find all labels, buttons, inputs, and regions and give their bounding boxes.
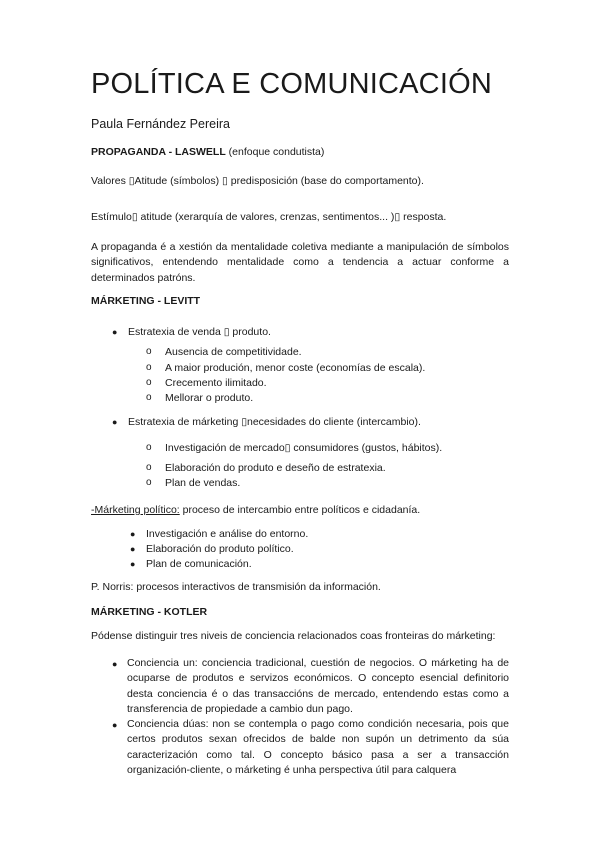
- levitt-sub1-item: Ausencia de competitividade.: [165, 346, 302, 358]
- sub-bullet-marker: o: [146, 392, 152, 403]
- laswell-heading-rest: (enfoque condutista): [225, 146, 325, 158]
- kotler-intro: Pódense distinguir tres niveis de conciencia relacionados coas fronteiras do márketing:: [91, 630, 496, 642]
- politico-bullet: Investigación e análise do entorno.: [146, 528, 309, 540]
- kotler-conciencia-1: Conciencia un: conciencia tradicional, cuestión de negocios. O márketing ha de ocuparse de produtos e servizos económicos. O concepto esencial definitorio desta conciencia é o das transaccións de mercado, entendendo estas como a transferencia de propiedade a cambio dun pago.: [127, 657, 509, 715]
- norris-line: P. Norris: procesos interactivos de transmisión da información.: [91, 581, 381, 593]
- laswell-line-1: Valores ▯Atitude (símbolos) ▯ predisposición (base do comportamento).: [91, 175, 424, 187]
- levitt-sub1-item: Crecemento ilimitado.: [165, 377, 267, 389]
- kotler-heading: MÁRKETING - KOTLER: [91, 606, 208, 618]
- bullet-dot: ●: [130, 529, 136, 539]
- laswell-line-2: Estímulo▯ atitude (xerarquía de valores, crenzas, sentimentos... )▯ resposta.: [91, 211, 447, 223]
- marketing-politico-line: [91, 503, 420, 517]
- sub-bullet-marker: o: [146, 462, 152, 473]
- bullet-dot: ●: [112, 720, 118, 730]
- levitt-sub1-item: Mellorar o produto.: [165, 392, 254, 404]
- levitt-sub2-item: Investigación de mercado▯ consumidores (gustos, hábitos).: [165, 442, 443, 454]
- bullet-dot: ●: [112, 659, 118, 669]
- politico-bullet: Plan de comunicación.: [146, 558, 252, 570]
- laswell-paragraph: A propaganda é a xestión da mentalidade coletiva mediante a manipulación de símbolos significativos, entendendo mentalidade como a tendencia a actuar conforme a determinados patróns.: [91, 241, 509, 284]
- levitt-heading: MÁRKETING - LEVITT: [91, 295, 201, 307]
- bullet-dot: ●: [112, 327, 118, 337]
- bullet-dot: ●: [130, 544, 136, 554]
- levitt-bullet-1: Estratexia de venda ▯ produto.: [128, 326, 271, 338]
- bullet-dot: ●: [112, 417, 118, 427]
- levitt-sub2-item: Elaboración do produto e deseño de estratexia.: [165, 462, 386, 474]
- kotler-conciencia-2: Conciencia dúas: non se contempla o pago como condición necesaria, pois que certos produtos sexan ofrecidos de balde non supón un detrimento da súa caracterización como tal. O concepto básico pasa a ser a transacción organización-cliente, o márketing é unha perspectiva útil para calquera: [127, 718, 509, 776]
- marketing-politico-text: proceso de intercambio entre políticos e cidadanía.: [179, 504, 421, 516]
- sub-bullet-marker: o: [146, 346, 152, 357]
- laswell-heading: [91, 145, 324, 159]
- author-name: Paula Fernández Pereira: [91, 117, 230, 131]
- politico-bullet: Elaboración do produto político.: [146, 543, 294, 555]
- marketing-politico-label: -Márketing político:: [91, 504, 180, 516]
- levitt-sub1-item: A maior produción, menor coste (economías de escala).: [165, 362, 426, 374]
- laswell-heading-bold: PROPAGANDA - LASWELL: [91, 146, 226, 158]
- sub-bullet-marker: o: [146, 377, 152, 388]
- page-title: POLÍTICA E COMUNICACIÓN: [91, 68, 492, 100]
- levitt-sub2-item: Plan de vendas.: [165, 477, 241, 489]
- levitt-bullet-2: Estratexia de márketing ▯necesidades do cliente (intercambio).: [128, 416, 421, 428]
- bullet-dot: ●: [130, 559, 136, 569]
- sub-bullet-marker: o: [146, 362, 152, 373]
- sub-bullet-marker: o: [146, 442, 152, 453]
- sub-bullet-marker: o: [146, 477, 152, 488]
